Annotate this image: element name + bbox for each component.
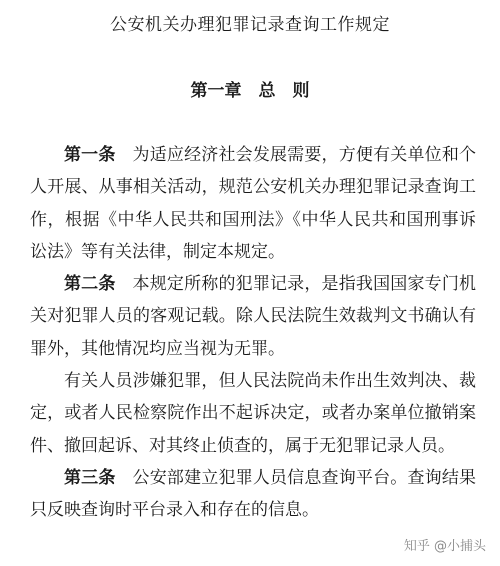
article-text: 为适应经济社会发展需要，方便有关单位和个人开展、从事相关活动，规范公安机关办理犯罪记录查询工作，根据《中华人民共和国刑法》《中华人民共和国刑事诉讼法》等有关法律，制定本规定。 xyxy=(30,145,477,262)
document-title: 公安机关办理犯罪记录查询工作规定 xyxy=(110,15,390,35)
chapter-heading: 第一章 总 则 xyxy=(190,81,310,101)
watermark: 知乎 @小捕头 xyxy=(403,539,486,554)
article-2-paragraph-2 xyxy=(30,365,476,462)
article-label: 第三条 xyxy=(64,467,116,488)
article-text: 公安部建立犯罪人员信息查询平台。查询结果只反映查询时平台录入和存在的信息。 xyxy=(30,467,477,521)
article-label: 第二条 xyxy=(64,274,116,295)
article-2 xyxy=(30,268,476,365)
article-label: 第一条 xyxy=(64,145,116,165)
document-body xyxy=(30,139,476,527)
article-text: 本规定所称的犯罪记录，是指我国国家专门机关对犯罪人员的客观记载。除人民法院生效裁判文书确认有罪外，其他情况均应当视为无罪。 xyxy=(30,274,477,359)
article-text: 有关人员涉嫌犯罪，但人民法院尚未作出生效判决、裁定，或者人民检察院作出不起诉决定，或者办案单位撤销案件、撤回起诉、对其终止侦查的，属于无犯罪记录人员。 xyxy=(30,371,476,456)
article-3 xyxy=(30,462,476,527)
article-1 xyxy=(30,139,476,268)
